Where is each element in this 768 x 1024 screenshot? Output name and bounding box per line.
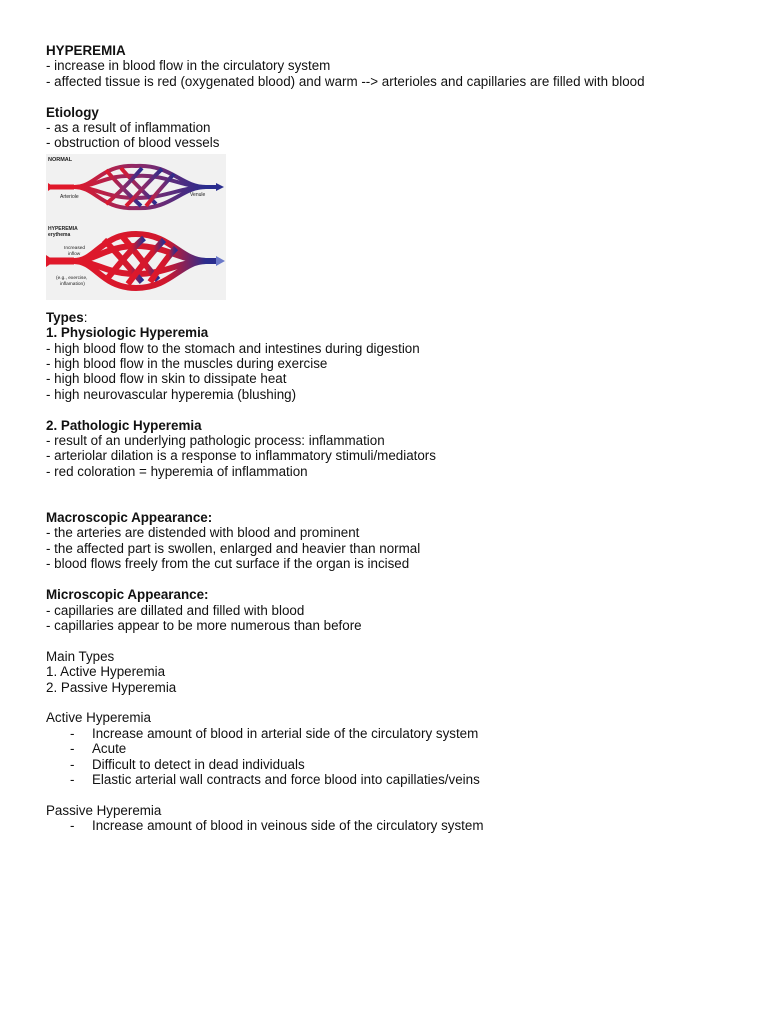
microscopic-item: - capillaries are dillated and filled with blood bbox=[46, 602, 305, 618]
types-heading bbox=[46, 310, 746, 325]
macroscopic-item: - blood flows freely from the cut surface if the organ is incised bbox=[46, 556, 410, 572]
intro-line: - affected tissue is red (oxygenated blood) and warm --> arterioles and capillaries are filled with blood bbox=[46, 73, 645, 89]
hyperemia-diagram bbox=[46, 154, 226, 300]
main-types-item: 1. Active Hyperemia bbox=[46, 664, 166, 680]
normal-label: NORMAL bbox=[48, 156, 73, 163]
bullet-dash: - bbox=[70, 741, 75, 757]
cause-label: (e.g., exercise, bbox=[56, 275, 88, 281]
physiologic-item: - high blood flow in skin to dissipate heat bbox=[46, 371, 287, 387]
physiologic-heading: 1. Physiologic Hyperemia bbox=[46, 325, 209, 341]
physiologic-item: - high blood flow to the stomach and intestines during digestion bbox=[46, 340, 420, 356]
passive-item bbox=[46, 818, 746, 833]
active-item bbox=[46, 741, 746, 756]
etiology-heading: Etiology bbox=[46, 104, 99, 120]
pathologic-item: - red coloration = hyperemia of inflammation bbox=[46, 463, 308, 479]
document-page bbox=[46, 43, 746, 834]
active-item-text: Acute bbox=[92, 741, 127, 757]
macroscopic-item: - the arteries are distended with blood and prominent bbox=[46, 525, 360, 541]
venule-label: Venule bbox=[190, 191, 206, 198]
etiology-item: - obstruction of blood vessels bbox=[46, 135, 220, 151]
main-types-heading: Main Types bbox=[46, 648, 115, 664]
physiologic-item: - high blood flow in the muscles during exercise bbox=[46, 356, 328, 372]
active-heading: Active Hyperemia bbox=[46, 710, 151, 726]
passive-heading: Passive Hyperemia bbox=[46, 802, 162, 818]
erythema-label: erythema bbox=[48, 231, 71, 238]
vessel-illustration bbox=[46, 154, 226, 300]
bullet-dash: - bbox=[70, 771, 75, 787]
hyperemia-label: HYPEREMIA bbox=[48, 225, 78, 232]
pathologic-item: - result of an underlying pathologic process: inflammation bbox=[46, 433, 385, 449]
inflow-label: inflow bbox=[68, 251, 81, 257]
document-title: HYPEREMIA bbox=[46, 43, 126, 58]
microscopic-heading: Microscopic Appearance: bbox=[46, 587, 209, 603]
active-item-text: Difficult to detect in dead individuals bbox=[92, 756, 305, 772]
types-heading-colon: : bbox=[83, 309, 88, 325]
physiologic-item: - high neurovascular hyperemia (blushing) bbox=[46, 386, 297, 402]
increased-label: Increased bbox=[64, 245, 86, 251]
active-item bbox=[46, 757, 746, 772]
main-types-item: 2. Passive Hyperemia bbox=[46, 679, 177, 695]
types-heading-text: Types bbox=[46, 309, 84, 325]
active-item-text: Increase amount of blood in arterial side of the circulatory system bbox=[92, 725, 479, 741]
active-item bbox=[46, 726, 746, 741]
active-item bbox=[46, 772, 746, 787]
macroscopic-heading: Macroscopic Appearance: bbox=[46, 510, 213, 526]
pathologic-heading: 2. Pathologic Hyperemia bbox=[46, 417, 202, 433]
passive-item-text: Increase amount of blood in veinous side of the circulatory system bbox=[92, 818, 484, 834]
macroscopic-item: - the affected part is swollen, enlarged and heavier than normal bbox=[46, 540, 421, 556]
etiology-item: - as a result of inflammation bbox=[46, 120, 211, 136]
bullet-dash: - bbox=[70, 725, 75, 741]
arteriole-label: Arteriole bbox=[60, 193, 79, 200]
cause-label: inflamation) bbox=[60, 281, 85, 287]
pathologic-item: - arteriolar dilation is a response to inflammatory stimuli/mediators bbox=[46, 448, 436, 464]
intro-line: - increase in blood flow in the circulatory system bbox=[46, 58, 331, 74]
normal-vessel-network bbox=[48, 166, 224, 208]
active-item-text: Elastic arterial wall contracts and force blood into capillaties/veins bbox=[92, 771, 480, 787]
microscopic-item: - capillaries appear to be more numerous than before bbox=[46, 617, 362, 633]
bullet-dash: - bbox=[70, 818, 75, 834]
bullet-dash: - bbox=[70, 756, 75, 772]
